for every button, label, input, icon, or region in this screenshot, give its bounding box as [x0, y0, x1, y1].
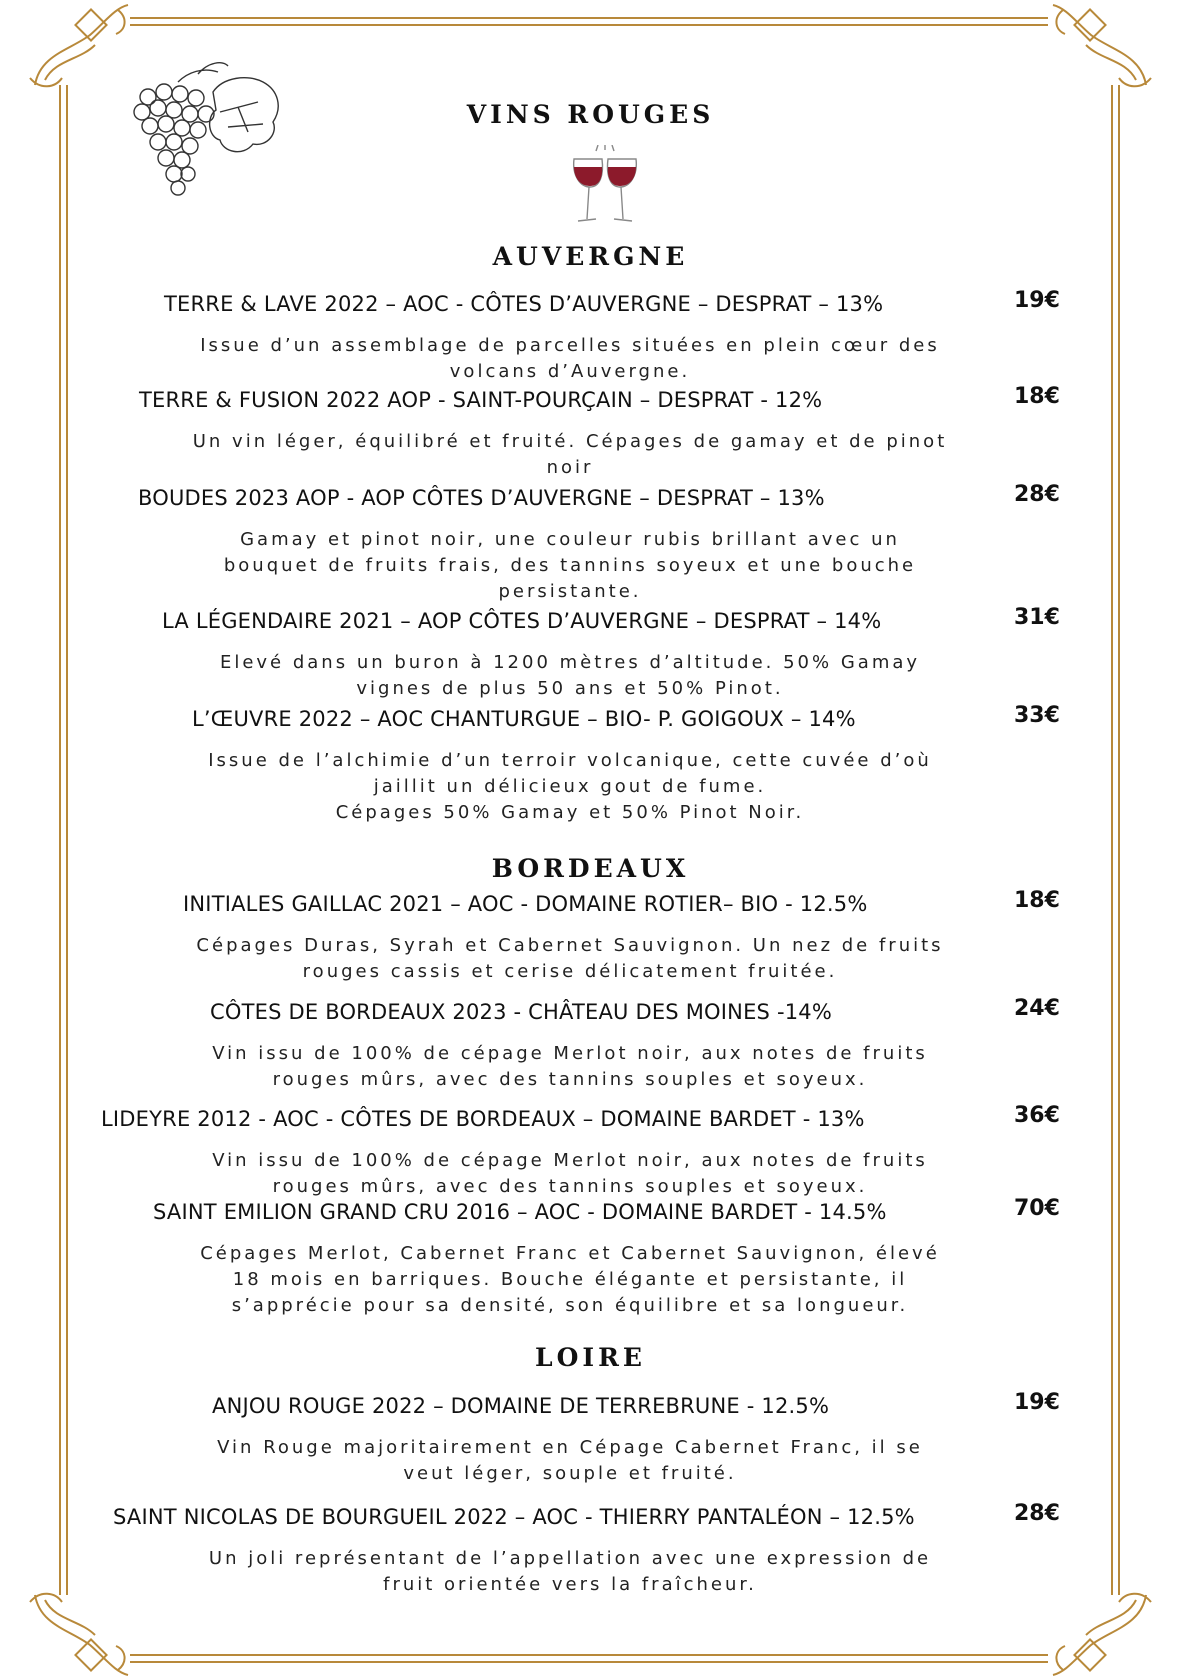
wine-price: 36€: [1014, 1103, 1060, 1128]
wine-name: LIDEYRE 2012 - AOC - CÔTES DE BORDEAUX – DOMAINE BARDET - 13%: [101, 1107, 865, 1131]
wine-price: 19€: [1014, 288, 1060, 313]
wine-description: Vin issu de 100% de cépage Merlot noir, aux notes de fruits rouges mûrs, avec des tannins souples et soyeux.: [212, 1150, 928, 1197]
wine-description: Cépages Merlot, Cabernet Franc et Cabernet Sauvignon, élevé 18 mois en barriques. Bouche élégante et persistante, il s’apprécie pour sa densité, son équilibre et sa longueur.: [200, 1243, 940, 1316]
corner-ornament-bottom-right: [1053, 1594, 1151, 1675]
section-title-auvergne: AUVERGNE: [492, 242, 689, 271]
wine-description: Un vin léger, équilibré et fruité. Cépages de gamay et de pinot noir: [192, 431, 948, 478]
page-title: VINS ROUGES: [466, 100, 715, 129]
wine-name: TERRE & FUSION 2022 AOP - SAINT-POURÇAIN – DESPRAT - 12%: [139, 388, 823, 412]
wine-glasses-toast-icon: [570, 145, 640, 227]
wine-price: 18€: [1014, 888, 1060, 913]
wine-price: 28€: [1014, 1501, 1060, 1526]
wine-name: LA LÉGENDAIRE 2021 – AOP CÔTES D’AUVERGNE – DESPRAT – 14%: [162, 609, 882, 633]
section-title-bordeaux: BORDEAUX: [491, 854, 690, 883]
wine-description: Gamay et pinot noir, une couleur rubis brillant avec un bouquet de fruits frais, des tannins soyeux et une bouche persistante.: [223, 529, 917, 602]
wine-name: INITIALES GAILLAC 2021 – AOC - DOMAINE ROTIER– BIO - 12.5%: [183, 892, 868, 916]
wine-name: CÔTES DE BORDEAUX 2023 - CHÂTEAU DES MOINES -14%: [210, 1000, 832, 1024]
wine-description: Vin issu de 100% de cépage Merlot noir, aux notes de fruits rouges mûrs, avec des tannins souples et soyeux.: [212, 1043, 928, 1090]
corner-ornament-top-right: [1053, 5, 1151, 86]
wine-description: Issue de l’alchimie d’un terroir volcanique, cette cuvée d’où jaillit un délicieux gout de fume. Cépages 50% Gamay et 50% Pinot Noir.: [208, 750, 932, 823]
wine-price: 33€: [1014, 703, 1060, 728]
corner-ornament-top-left: [30, 5, 128, 86]
wine-name: SAINT EMILION GRAND CRU 2016 – AOC - DOMAINE BARDET - 14.5%: [153, 1200, 887, 1224]
wine-price: 18€: [1014, 384, 1060, 409]
wine-price: 70€: [1014, 1196, 1060, 1221]
wine-name: L’ŒUVRE 2022 – AOC CHANTURGUE – BIO- P. GOIGOUX – 14%: [192, 707, 856, 731]
wine-description: Vin Rouge majoritairement en Cépage Cabernet Franc, il se veut léger, souple et fruité.: [217, 1437, 923, 1484]
wine-name: ANJOU ROUGE 2022 – DOMAINE DE TERREBRUNE - 12.5%: [212, 1394, 830, 1418]
corner-ornament-bottom-left: [30, 1594, 128, 1675]
wine-description: Un joli représentant de l’appellation avec une expression de fruit orientée vers la fraîcheur.: [208, 1548, 932, 1595]
wine-name: TERRE & LAVE 2022 – AOC - CÔTES D’AUVERGNE – DESPRAT – 13%: [164, 292, 884, 316]
wine-description: Cépages Duras, Syrah et Cabernet Sauvignon. Un nez de fruits rouges cassis et cerise délicatement fruitée.: [196, 935, 944, 982]
wine-name: BOUDES 2023 AOP - AOP CÔTES D’AUVERGNE – DESPRAT – 13%: [138, 486, 825, 510]
wine-price: 19€: [1014, 1390, 1060, 1415]
wine-name: SAINT NICOLAS DE BOURGUEIL 2022 – AOC - THIERRY PANTALÉON – 12.5%: [113, 1505, 915, 1529]
wine-price: 28€: [1014, 482, 1060, 507]
wine-price: 24€: [1014, 996, 1060, 1021]
section-title-loire: LOIRE: [535, 1343, 646, 1372]
wine-description: Issue d’un assemblage de parcelles situées en plein cœur des volcans d’Auvergne.: [200, 335, 940, 382]
wine-price: 31€: [1014, 605, 1060, 630]
wine-description: Elevé dans un buron à 1200 mètres d’altitude. 50% Gamay vignes de plus 50 ans et 50% Pinot.: [219, 652, 921, 699]
